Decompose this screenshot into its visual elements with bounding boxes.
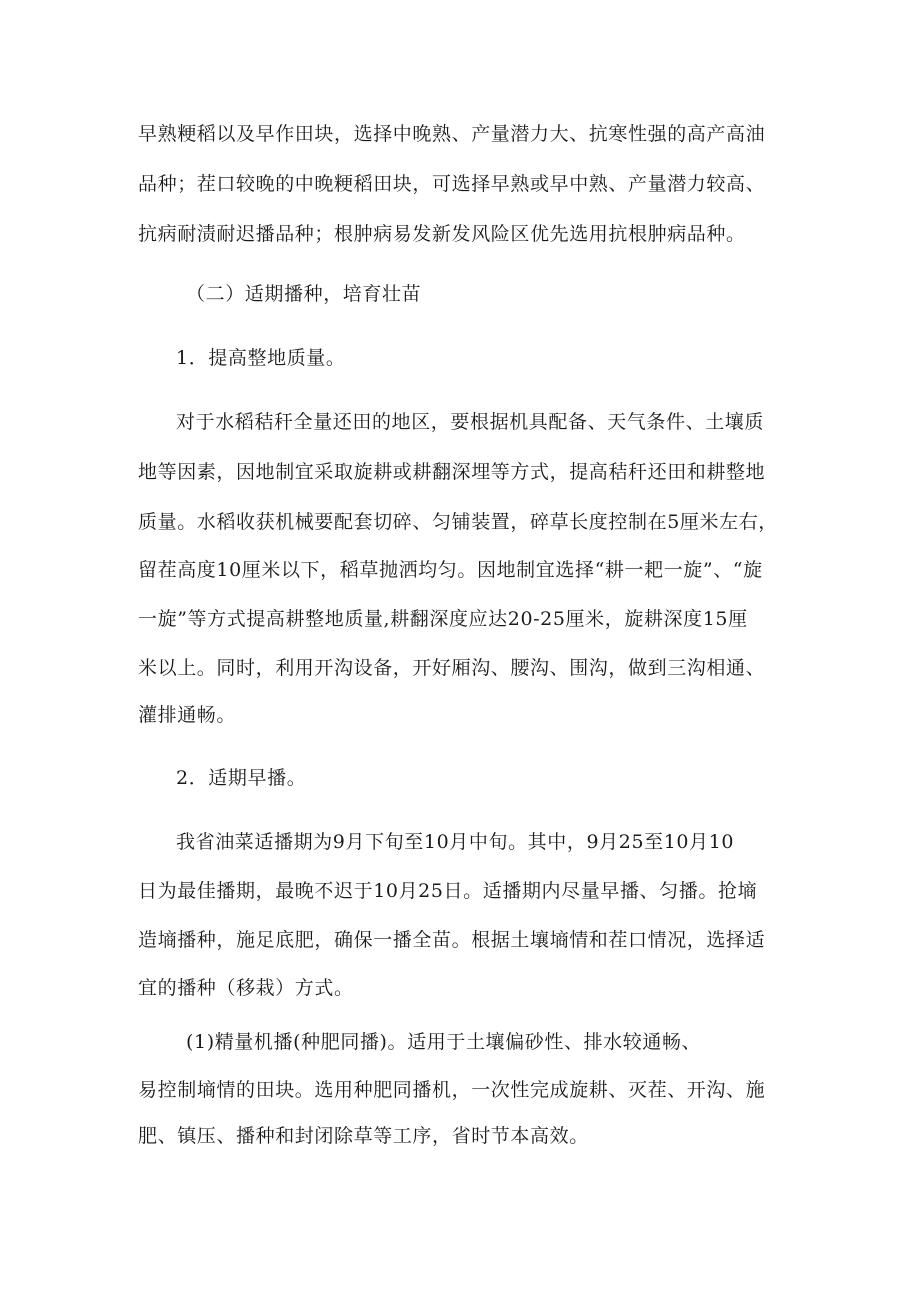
section-heading: （二）适期播种，培育壮苗 [186,283,422,305]
paragraph-line: 品种；茬口较晚的中晚粳稻田块，可选择早熟或早中熟、产量潜力较高、 [138,173,766,195]
paragraph-line: 灌排通畅。 [138,704,237,726]
paragraph-line: 米以上。同时，利用开沟设备，开好厢沟、腰沟、围沟，做到三沟相通、 [138,657,766,679]
paragraph-line: 地等因素，因地制宜采取旋耕或耕翻深埋等方式，提高秸秆还田和耕整地 [138,461,766,483]
paragraph-line: 日为最佳播期，最晚不迟于10月25日。适播期内尽量早播、匀播。抢墒 [138,880,758,902]
item-title: 1．提高整地质量。 [176,347,346,369]
paragraph-line: 一旋”等方式提高耕整地质量,耕翻深度应达20-25厘米，旋耕深度15厘 [138,608,748,630]
paragraph-line: 抗病耐渍耐迟播品种；根肿病易发新发风险区优先选用抗根肿病品种。 [138,223,746,245]
paragraph-line: 对于水稻秸秆全量还田的地区，要根据机具配备、天气条件、土壤质 [176,411,765,433]
paragraph-line: (1)精量机播(种肥同播)。适用于土壤偏砂性、排水较通畅、 [186,1031,702,1053]
item-title: 2．适期早播。 [176,767,307,789]
paragraph-line: 造墒播种，施足底肥，确保一播全苗。根据土壤墒情和茬口情况，选择适 [138,929,766,951]
paragraph-line: 早熟粳稻以及早作田块，选择中晚熟、产量潜力大、抗寒性强的高产高油 [138,123,766,145]
paragraph-line: 宜的播种（移栽）方式。 [138,977,354,999]
paragraph-line: 肥、镇压、播种和封闭除草等工序，省时节本高效。 [138,1125,589,1147]
paragraph-line: 质量。水稻收获机械要配套切碎、匀铺装置，碎草长度控制在5厘米左右， [138,511,778,533]
paragraph-line: 我省油菜适播期为9月下旬至10月中旬。其中，9月25至10月10 [176,831,735,853]
paragraph-line: 易控制墒情的田块。选用种肥同播机，一次性完成旋耕、灭茬、开沟、施 [138,1079,766,1101]
paragraph-line: 留茬高度10厘米以下，稻草抛洒均匀。因地制宜选择“耕一耙一旋”、“旋 [138,559,763,581]
